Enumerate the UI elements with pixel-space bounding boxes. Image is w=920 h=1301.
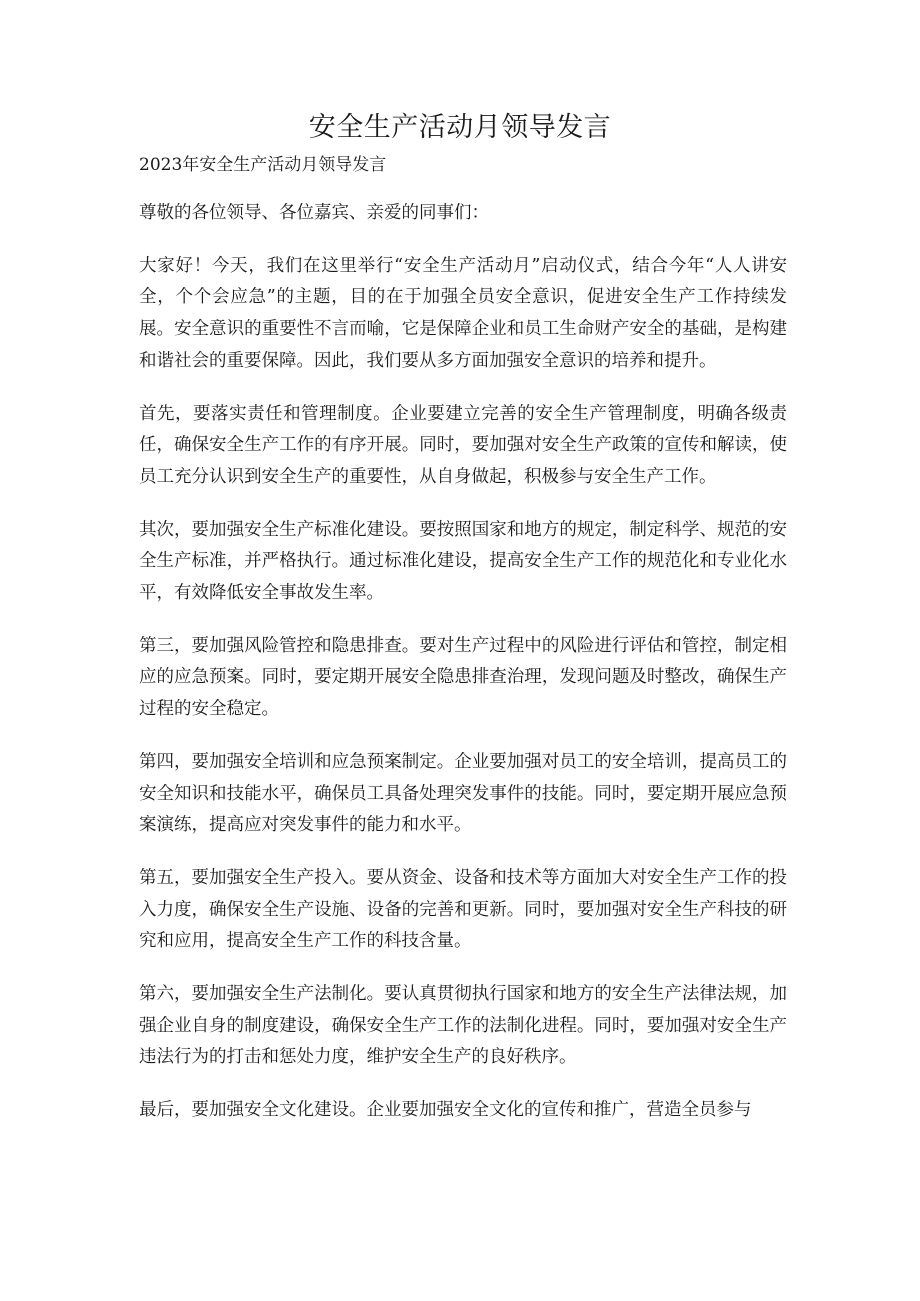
paragraph-third-point: 第三，要加强风险管控和隐患排查。要对生产过程中的风险进行评估和管控，制定相应的应急预案。同时，要定期开展安全隐患排查治理，发现问题及时整改，确保生产过程的安全稳定。 [139,635,787,720]
paragraph-fifth-point: 第五，要加强安全生产投入。要从资金、设备和技术等方面加大对安全生产工作的投入力度，确保安全生产设施、设备的完善和更新。同时，要加强对安全生产科技的研究和应用，提高安全生产工作的科技含量。 [139,867,787,952]
paragraph-greeting: 尊敬的各位领导、各位嘉宾、亲爱的同事们： [139,203,489,223]
document-title: 安全生产活动月领导发言 [308,112,612,143]
document-body [139,198,787,1148]
paragraph-first-point: 首先，要落实责任和管理制度。企业要建立完善的安全生产管理制度，明确各级责任，确保安全生产工作的有序开展。同时，要加强对安全生产政策的宣传和解读，使员工充分认识到安全生产的重要性，从自身做起，积极参与安全生产工作。 [139,403,787,487]
paragraph-sixth-point: 第六，要加强安全生产法制化。要认真贯彻执行国家和地方的安全生产法律法规，加强企业自身的制度建设，确保安全生产工作的法制化进程。同时，要加强对安全生产违法行为的打击和惩处力度，维护安全生产的良好秩序。 [139,984,787,1068]
paragraph-opening: 大家好！今天，我们在这里举行“安全生产活动月”启动仪式，结合今年“人人讲安全，个个会应急”的主题，目的在于加强全员安全意识，促进安全生产工作持续发展。安全意识的重要性不言而喻，它是保障企业和员工生命财产安全的基础，是构建和谐社会的重要保障。因此，我们要从多方面加强安全意识的培养和提升。 [139,255,787,371]
paragraph-final-point: 最后，要加强安全文化建设。企业要加强安全文化的宣传和推广，营造全员参与 [139,1100,752,1121]
paragraph-second-point: 其次，要加强安全生产标准化建设。要按照国家和地方的规定，制定科学、规范的安全生产标准，并严格执行。通过标准化建设，提高安全生产工作的规范化和专业化水平，有效降低安全事故发生率。 [139,519,787,604]
document-subtitle: 2023年安全生产活动月领导发言 [139,155,387,175]
paragraph-fourth-point: 第四，要加强安全培训和应急预案制定。企业要加强对员工的安全培训，提高员工的安全知识和技能水平，确保员工具备处理突发事件的技能。同时，要定期开展应急预案演练，提高应对突发事件的能力和水平。 [139,751,787,836]
